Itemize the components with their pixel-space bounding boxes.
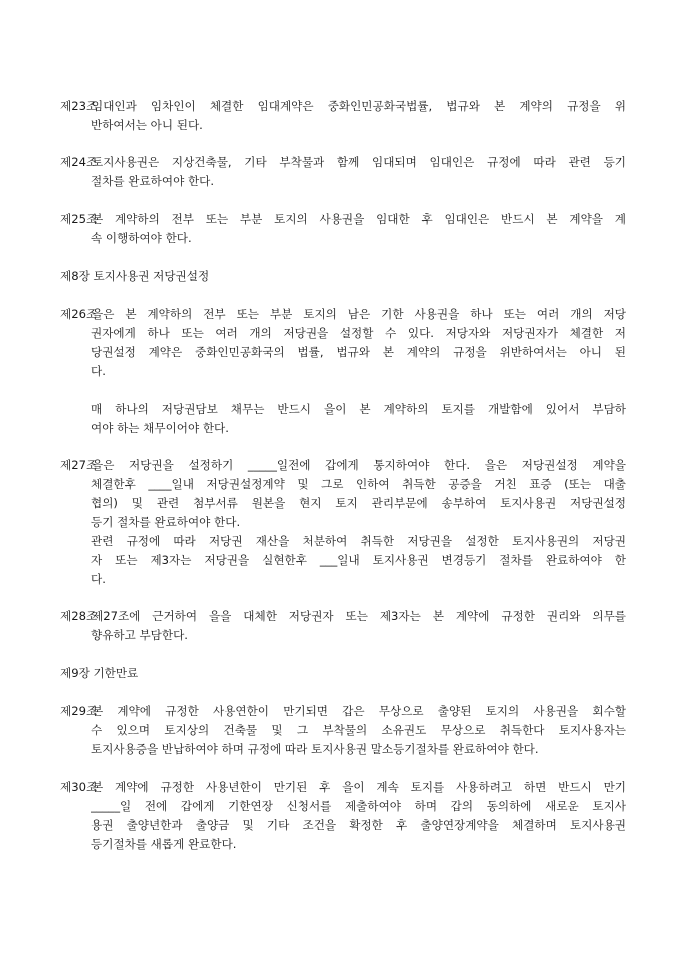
- article-line: 절차를 완료하여야 한다.: [91, 174, 215, 188]
- article-23: [60, 97, 626, 135]
- article-27: [60, 456, 626, 532]
- article-number: 제30조: [60, 780, 98, 794]
- article-line: 수 있으며 토지상의 건축물 및 그 부착물의 소유권도 무상으로 취득한다 토지사용자는: [91, 723, 626, 737]
- article-line: 토지사용권은 지상건축물, 기타 부착물과 함께 임대되며 임대인은 규정에 따라 관련 등기: [92, 155, 626, 169]
- paragraph-line: 여야 하는 채무이어야 한다.: [91, 421, 229, 435]
- article-line: _____일 전에 갑에게 기한연장 신청서를 제출하여야 하며 갑의 동의하에 새로운 토지사: [91, 799, 626, 813]
- article-line: 향유하고 부담한다.: [91, 628, 188, 642]
- article-number: 제24조: [60, 155, 98, 169]
- chapter-heading-9: 제9장 기한만료: [60, 666, 139, 680]
- article-24: [60, 153, 626, 191]
- article-line: 용권 출양년한과 출양금 및 기타 조건을 확정한 후 출양연장계약을 체결하며 토지사용권: [91, 818, 626, 832]
- article-line: 을은 저당권을 설정하기 _____일전에 갑에게 통지하여야 한다. 을은 저당권설정 계약을: [92, 458, 626, 472]
- article-line: 본 계약에 규정한 사용연한이 만기되면 갑은 무상으로 출양된 토지의 사용권을 회수할: [92, 704, 626, 718]
- article-number: 제25조: [60, 212, 98, 226]
- article-line: 반하여서는 아니 된다.: [91, 118, 203, 132]
- article-28: [60, 607, 626, 645]
- article-26: [60, 305, 626, 381]
- paragraph-27-transfer: [91, 532, 626, 589]
- article-29: [60, 702, 626, 759]
- article-line: 등기절차를 새롭게 완료한다.: [91, 837, 237, 851]
- article-line: 본 계약하의 전부 또는 부분 토지의 사용권을 임대한 후 임대인은 반드시 본 계약을 계: [92, 212, 626, 226]
- paragraph-line: 자 또는 제3자는 저당권을 실현한후 ___일내 토지사용권 변경등기 절차를 완료하여야 한: [91, 553, 626, 567]
- article-line: 협의) 및 관련 첨부서류 원본을 현지 토지 관리부문에 송부하여 토지사용권 저당권설정: [91, 496, 626, 510]
- article-number: 제23조: [60, 99, 98, 113]
- article-30: [60, 778, 626, 854]
- article-number: 제27조: [60, 458, 98, 472]
- article-number: 제29조: [60, 704, 98, 718]
- paragraph-line: 관련 규정에 따라 저당권 재산을 처분하여 취득한 저당권을 설정한 토지사용권의 저당권: [91, 534, 626, 548]
- chapter-heading-8: 제8장 토지사용권 저당권설정: [60, 269, 210, 283]
- article-line: 임대인과 임차인이 체결한 임대계약은 중화인민공화국법률, 법규와 본 계약의 규정을 위: [92, 99, 626, 113]
- article-line: 당권설정 계약은 중화인민공화국의 법률, 법규와 본 계약의 규정을 위반하여서는 아니 된: [91, 345, 626, 359]
- article-line: 권자에게 하나 또는 여러 개의 저당권을 설정할 수 있다. 저당자와 저당권자가 체결한 저: [91, 326, 626, 340]
- article-line: 제27조에 근거하여 을을 대체한 저당권자 또는 제3자는 본 계약에 규정한 권리와 의무를: [92, 609, 626, 623]
- article-number: 제26조: [60, 307, 98, 321]
- article-line: 을은 본 계약하의 전부 또는 부분 토지의 남은 기한 사용권을 하나 또는 여러 개의 저당: [92, 307, 626, 321]
- article-line: 토지사용증을 반납하여야 하며 규정에 따라 토지사용권 말소등기절차를 완료하여야 한다.: [91, 742, 539, 756]
- article-line: 등기 절차를 완료하여야 한다.: [91, 515, 241, 529]
- article-line: 본 계약에 규정한 사용년한이 만기된 후 을이 계속 토지를 사용하려고 하면 반드시 만기: [92, 780, 626, 794]
- paragraph-line: 다.: [91, 572, 106, 586]
- article-number: 제28조: [60, 609, 98, 623]
- paragraph-line: 매 하나의 저당권담보 채무는 반드시 을이 본 계약하의 토지를 개발함에 있어서 부담하: [91, 402, 626, 416]
- paragraph-26-secured-debt: [91, 400, 626, 438]
- article-line: 다.: [91, 364, 106, 378]
- article-line: 속 이행하여야 한다.: [91, 231, 192, 245]
- article-25: [60, 210, 626, 248]
- article-line: 체결한후 ____일내 저당권설정계약 및 그로 인하여 취득한 공증을 거친 표증 (또는 대출: [91, 477, 626, 491]
